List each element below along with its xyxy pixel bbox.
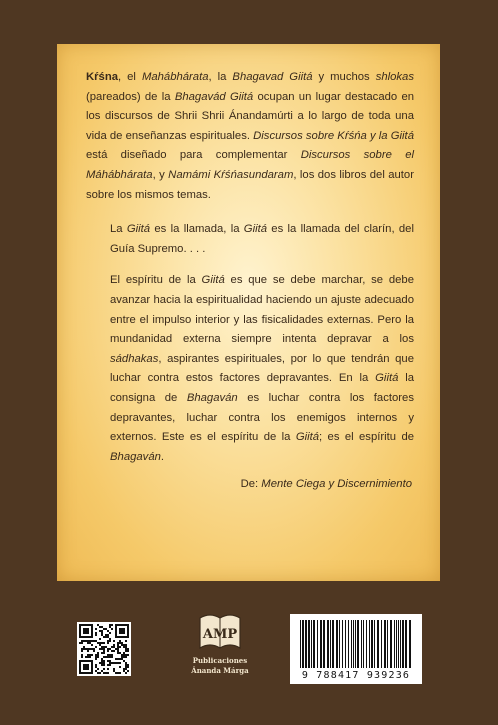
text-run: El espíritu de la — [110, 274, 202, 287]
text-run: y muchos — [312, 71, 376, 83]
text-run: La — [110, 223, 127, 236]
qr-code-icon — [79, 624, 129, 674]
text-italic: Giitá — [201, 274, 225, 287]
text-italic: Bhagaván — [110, 450, 161, 463]
quote-paragraph-1 — [86, 220, 414, 259]
text-italic: Giitá — [126, 223, 151, 236]
text-italic: shlokas — [375, 71, 414, 83]
text-run: ; es el espíritu de — [319, 431, 415, 444]
text-run: está diseñado para complementar — [86, 149, 301, 162]
text-italic: Discursos sobre Kŕśńa y la Giitá — [253, 129, 414, 142]
blurb-text — [86, 68, 414, 495]
barcode-number: 9 788417 939236 — [301, 670, 411, 681]
text-run: , el — [118, 71, 142, 83]
text-italic: sádhakas — [110, 352, 159, 365]
text-panel — [57, 44, 440, 581]
text-run: , los dos libros del autor sobre los mismos temas. — [86, 168, 414, 201]
isbn-barcode — [290, 614, 422, 684]
text-run: , y — [152, 168, 169, 181]
text-run: , aspirantes espirituales, por lo que tendrán que luchar contra estos factores depravantes. En la — [110, 352, 414, 385]
quote-source — [86, 475, 414, 495]
text-run: es luchar contra los factores depravantes, luchar contra los enemigos internos y externos. Este es el espíritu de la — [110, 391, 414, 444]
logo-letters: AMP — [202, 627, 238, 642]
qr-code — [77, 622, 131, 676]
text-italic: Namámi Kŕśńasundaram — [168, 168, 294, 181]
text-run: es que se debe marchar, se debe avanzar hacia la espiritualidad haciendo un ajuste adecuado entre el impulso interior y las fisicalidades externas. Pero la mundanidad externa siempre intenta depravar a los — [110, 274, 414, 346]
text-italic: Giitá — [243, 223, 268, 236]
text-run: ocupan un lugar destacado en los discursos de Shrii Shrii Ánandamúrti a lo largo de toda una vida de enseñanzas espirituales. — [86, 90, 415, 142]
text-run: es la llamada del clarín, del Guía Supremo. . . . — [110, 223, 414, 255]
text-run: es la llamada, la — [150, 223, 244, 236]
text-run: (pareados) de la — [86, 90, 175, 103]
publisher-line-2: Ánanda Márga — [191, 666, 249, 675]
intro-paragraph — [86, 68, 414, 205]
text-run: De: — [240, 478, 262, 491]
text-run: , la — [208, 71, 233, 83]
source-title: Mente Ciega y Discernimiento — [261, 478, 412, 491]
publisher-name — [175, 656, 265, 676]
text-bold: Kŕśna — [86, 71, 119, 83]
quote-paragraph-2 — [86, 271, 414, 467]
text-italic: Bhagavád Giitá — [174, 90, 254, 103]
text-italic: Giitá — [295, 431, 320, 444]
text-run: la consigna de — [110, 372, 415, 404]
text-italic: Giitá — [375, 372, 399, 385]
book-logo-icon — [196, 610, 244, 654]
publisher-line-1: Publicaciones — [192, 656, 248, 665]
text-italic: Discursos sobre el Máhábhárata — [86, 149, 414, 181]
text-run: . — [160, 450, 165, 463]
text-italic: Bhagaván — [186, 391, 238, 404]
publisher-logo — [175, 610, 265, 688]
text-italic: Bhagavad Giitá — [232, 71, 313, 83]
text-italic: Mahábhárata — [141, 71, 209, 83]
